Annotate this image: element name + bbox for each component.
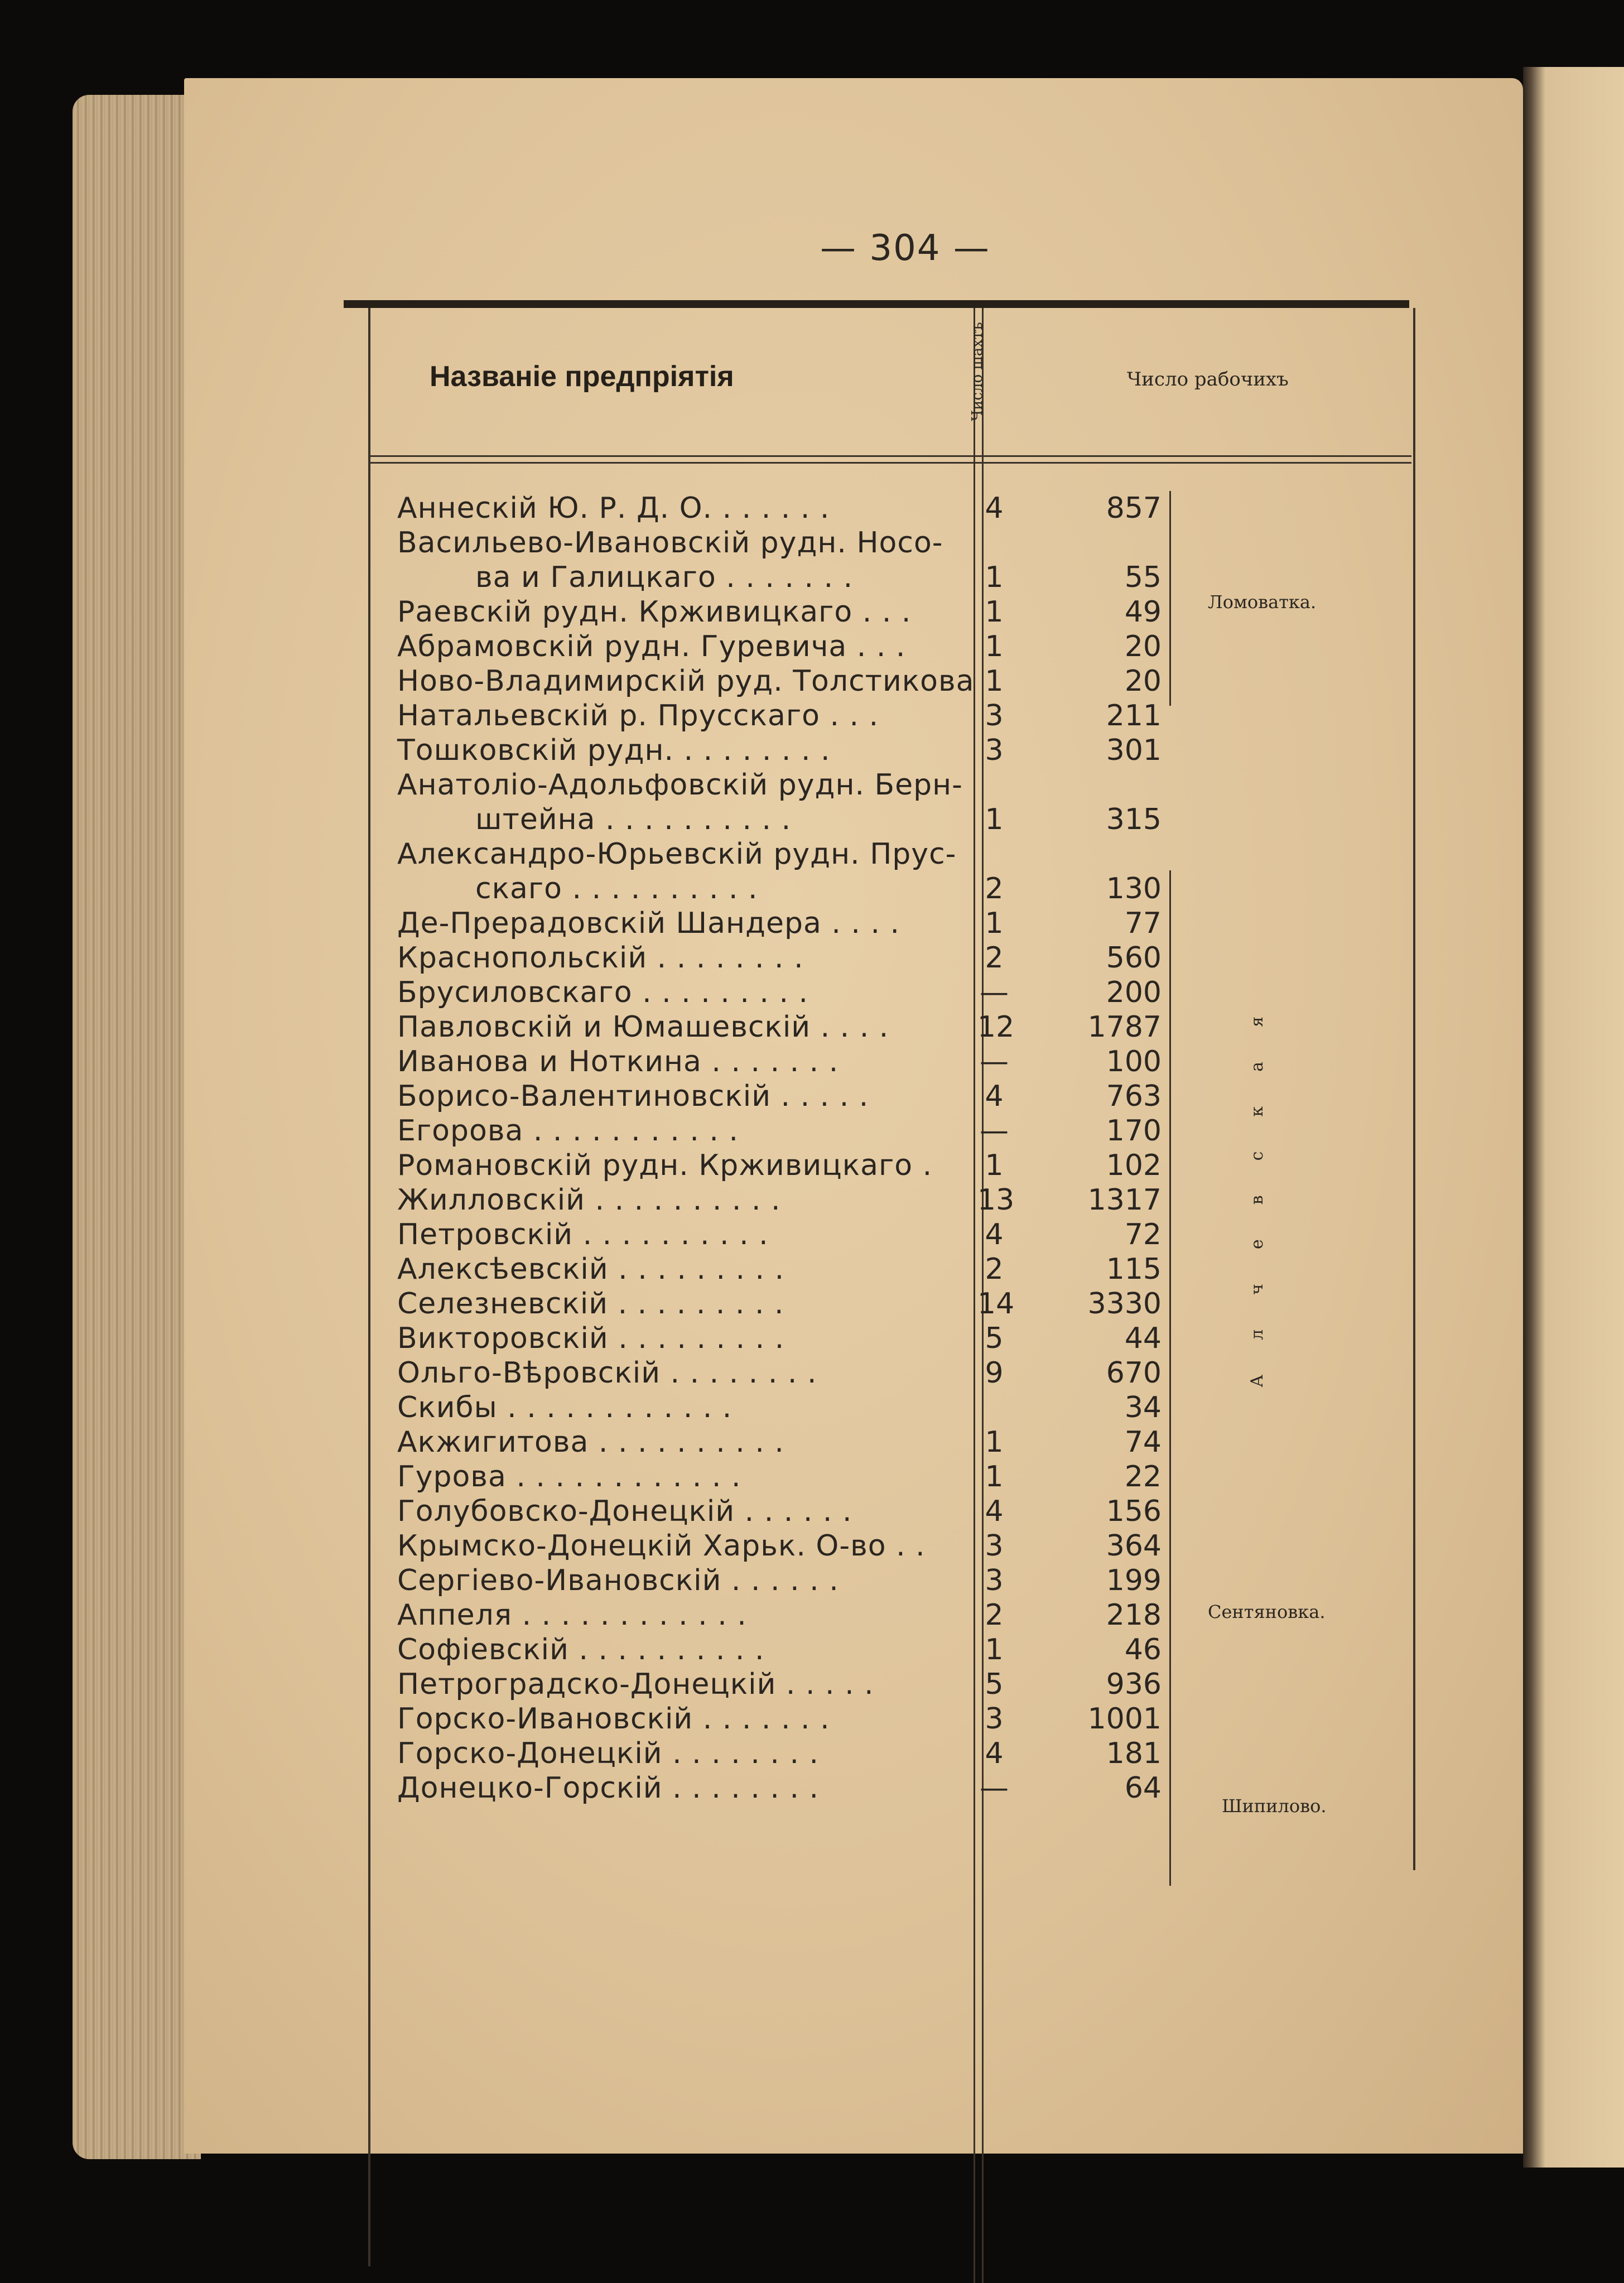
table-row — [397, 1563, 1162, 1598]
enterprise-name: Ольго-Вѣровскій . . . . . . . . — [397, 1356, 817, 1390]
table-row — [397, 1321, 1162, 1356]
shafts-count: — — [980, 1771, 1009, 1805]
shafts-count: 4 — [985, 1495, 1004, 1528]
workers-count: 1317 — [1087, 1183, 1162, 1217]
workers-count: 670 — [1106, 1356, 1162, 1390]
workers-count: 55 — [1124, 561, 1162, 594]
enterprise-name: Голубовско-Донецкій . . . . . . — [397, 1495, 852, 1528]
table-row — [397, 1079, 1162, 1114]
table-row — [397, 1771, 1162, 1805]
enterprise-name: Петровскій . . . . . . . . . . — [397, 1218, 769, 1251]
enterprise-name: Де-Прерадовскій Шандера . . . . — [397, 907, 900, 940]
workers-count: 3330 — [1087, 1287, 1162, 1321]
enterprise-name: Егорова . . . . . . . . . . . — [397, 1114, 739, 1148]
shafts-count: 4 — [985, 1737, 1004, 1770]
shafts-count: 1 — [985, 595, 1004, 629]
shafts-count: 1 — [985, 1425, 1004, 1459]
table-row — [397, 1598, 1162, 1632]
workers-count: 77 — [1124, 907, 1162, 940]
table-row — [397, 1183, 1162, 1217]
enterprise-name: Иванова и Ноткина . . . . . . . — [397, 1045, 839, 1078]
shafts-count: 1 — [985, 803, 1004, 836]
header-rule-1 — [368, 455, 1411, 457]
enterprise-name: Васильево-Ивановскій рудн. Носо- — [397, 526, 943, 560]
enterprise-name: скаго . . . . . . . . . . — [475, 872, 758, 906]
enterprise-name: Тошковскій рудн. . . . . . . . . — [397, 734, 831, 767]
shafts-count: 14 — [977, 1287, 1015, 1321]
table-row — [397, 526, 1162, 560]
shafts-count: 1 — [985, 664, 1004, 698]
header-rule-2 — [368, 462, 1411, 464]
table-row — [397, 1287, 1162, 1321]
enterprise-name: Раевскій рудн. Крживицкаго . . . — [397, 595, 912, 629]
table-row — [397, 768, 1162, 802]
enterprise-name: Петроградско-Донецкій . . . . . — [397, 1668, 874, 1701]
shafts-count: 3 — [985, 734, 1004, 767]
enterprise-name: Алексѣевскій . . . . . . . . . — [397, 1253, 785, 1286]
facing-page — [1523, 67, 1624, 2168]
table-row — [397, 629, 1162, 664]
table-row — [397, 1702, 1162, 1736]
page-number: — 304 — — [820, 228, 990, 269]
enterprise-name: Софіевскій . . . . . . . . . . — [397, 1633, 765, 1667]
shafts-count: 1 — [985, 1460, 1004, 1494]
shafts-count: 4 — [985, 1080, 1004, 1113]
enterprise-name: Борисо-Валентиновскій . . . . . — [397, 1080, 869, 1113]
enterprise-name: ва и Галицкаго . . . . . . . — [475, 561, 854, 594]
shafts-count: 4 — [985, 492, 1004, 525]
table-row — [397, 1632, 1162, 1667]
shafts-count: 9 — [985, 1356, 1004, 1390]
workers-count: 211 — [1106, 699, 1162, 733]
enterprise-name: Жилловскій . . . . . . . . . . — [397, 1183, 781, 1217]
workers-count: 156 — [1106, 1495, 1162, 1528]
region-lomovatka: Ломоватка. — [1208, 591, 1317, 613]
table-row — [397, 560, 1162, 595]
workers-count: 34 — [1124, 1391, 1162, 1424]
enterprise-name: Ново-Владимирскій руд. Толстикова — [397, 664, 975, 698]
enterprise-name: Акжигитова . . . . . . . . . . — [397, 1425, 784, 1459]
table-row — [397, 1114, 1162, 1148]
table-row — [397, 802, 1162, 837]
table-row — [397, 1736, 1162, 1771]
table-row — [397, 1390, 1162, 1425]
workers-count: 218 — [1106, 1598, 1162, 1632]
shafts-count: 3 — [985, 1564, 1004, 1597]
workers-count: 64 — [1124, 1771, 1162, 1805]
shafts-count: 3 — [985, 1529, 1004, 1563]
shafts-count: — — [980, 1114, 1009, 1148]
enterprise-name: Викторовскій . . . . . . . . . — [397, 1322, 785, 1355]
table-row — [397, 906, 1162, 941]
table-row — [397, 837, 1162, 871]
shafts-count: 2 — [985, 1253, 1004, 1286]
table-row — [397, 595, 1162, 629]
region-shipilovo: Шипилово. — [1222, 1795, 1327, 1817]
enterprise-name: Горско-Ивановскій . . . . . . . — [397, 1702, 830, 1736]
shafts-count: — — [980, 1045, 1009, 1078]
workers-count: 1787 — [1087, 1010, 1162, 1044]
shafts-count: 1 — [985, 1149, 1004, 1182]
workers-count: 181 — [1106, 1737, 1162, 1770]
workers-count: 20 — [1124, 630, 1162, 663]
shafts-count: 2 — [985, 941, 1004, 975]
workers-count: 100 — [1106, 1045, 1162, 1078]
workers-count: 200 — [1106, 976, 1162, 1009]
table-row — [397, 1529, 1162, 1563]
table-row — [397, 1044, 1162, 1079]
table-row — [397, 491, 1162, 526]
enterprise-name: Натальевскій р. Прусскаго . . . — [397, 699, 879, 733]
workers-count: 20 — [1124, 664, 1162, 698]
table-row — [397, 1148, 1162, 1183]
workers-count: 560 — [1106, 941, 1162, 975]
enterprise-name: Брусиловскаго . . . . . . . . . — [397, 976, 809, 1009]
workers-count: 364 — [1106, 1529, 1162, 1563]
table-right-border — [1413, 308, 1415, 1870]
table-row — [397, 975, 1162, 1010]
enterprise-name: Селезневскій . . . . . . . . . — [397, 1287, 784, 1321]
enterprise-name: Павловскій и Юмашевскій . . . . — [397, 1010, 889, 1044]
workers-count: 44 — [1124, 1322, 1162, 1355]
shafts-count: 1 — [985, 1633, 1004, 1667]
table-row — [397, 1217, 1162, 1252]
workers-count: 315 — [1106, 803, 1162, 836]
group-bracket-sentyanovka — [1169, 1523, 1171, 1718]
shafts-count: 2 — [985, 872, 1004, 906]
enterprise-name: Краснопольскій . . . . . . . . — [397, 941, 804, 975]
shafts-count: 2 — [985, 1598, 1004, 1632]
enterprise-name: Крымско-Донецкій Харьк. О-во . . — [397, 1529, 926, 1563]
table-row — [397, 871, 1162, 906]
enterprise-name: Сергіево-Ивановскій . . . . . . — [397, 1564, 839, 1597]
enterprise-name: штейна . . . . . . . . . . — [475, 803, 792, 836]
header-workers-count: Число рабочихъ — [1127, 368, 1289, 391]
table-row — [397, 1356, 1162, 1390]
shafts-count: 3 — [985, 1702, 1004, 1736]
table-row — [397, 664, 1162, 699]
workers-count: 49 — [1124, 595, 1162, 629]
table-row — [397, 733, 1162, 768]
shafts-count: 13 — [977, 1183, 1015, 1217]
workers-count: 46 — [1124, 1633, 1162, 1667]
enterprise-name: Аннескій Ю. Р. Д. О. . . . . . . — [397, 492, 830, 525]
table-row — [397, 1667, 1162, 1702]
enterprise-name: Анатоліо-Адольфовскій рудн. Берн- — [397, 768, 963, 802]
enterprise-name: Аппеля . . . . . . . . . . . . — [397, 1598, 747, 1632]
region-sentyanovka: Сентяновка. — [1208, 1601, 1326, 1622]
shafts-count: 5 — [985, 1668, 1004, 1701]
workers-count: 130 — [1106, 872, 1162, 906]
table-row — [397, 1252, 1162, 1287]
shafts-count: 1 — [985, 907, 1004, 940]
workers-count: 22 — [1124, 1460, 1162, 1494]
group-bracket-shipilovo — [1169, 1718, 1171, 1886]
enterprise-name: Горско-Донецкій . . . . . . . . — [397, 1737, 820, 1770]
region-vertical-label: Алчевская — [1247, 982, 1267, 1388]
shafts-count: 5 — [985, 1322, 1004, 1355]
header-enterprise-name: Названіе предпріятія — [430, 360, 734, 393]
table-row — [397, 1494, 1162, 1529]
enterprise-name: Александро-Юрьевскій рудн. Прус- — [397, 837, 957, 871]
table-row — [397, 941, 1162, 975]
workers-count: 74 — [1124, 1425, 1162, 1459]
enterprise-name: Донецко-Горскій . . . . . . . . — [397, 1771, 820, 1805]
workers-count: 170 — [1106, 1114, 1162, 1148]
table-left-border — [368, 308, 370, 2266]
book-page-edges — [73, 95, 201, 2159]
table-row — [397, 1460, 1162, 1494]
workers-count: 763 — [1106, 1080, 1162, 1113]
workers-count: 301 — [1106, 734, 1162, 767]
table-top-rule — [344, 300, 1409, 308]
workers-count: 72 — [1124, 1218, 1162, 1251]
shafts-count: 1 — [985, 561, 1004, 594]
shafts-count: 12 — [977, 1010, 1015, 1044]
shafts-count: 1 — [985, 630, 1004, 663]
header-shafts-count: Число шахтъ — [969, 322, 986, 421]
shafts-count: — — [980, 976, 1009, 1009]
shafts-count: 3 — [985, 699, 1004, 733]
shafts-count: 4 — [985, 1218, 1004, 1251]
table-row — [397, 1425, 1162, 1460]
workers-count: 199 — [1106, 1564, 1162, 1597]
table-row — [397, 1010, 1162, 1044]
group-bracket-alchevsk — [1169, 870, 1171, 1523]
enterprise-name: Абрамовскій рудн. Гуревича . . . — [397, 630, 906, 663]
workers-count: 857 — [1106, 492, 1162, 525]
group-bracket-lomovatka — [1169, 491, 1171, 706]
workers-count: 1001 — [1087, 1702, 1162, 1736]
workers-count: 936 — [1106, 1668, 1162, 1701]
enterprise-name: Гурова . . . . . . . . . . . . — [397, 1460, 741, 1494]
enterprise-name: Скибы . . . . . . . . . . . . — [397, 1391, 733, 1424]
table-row — [397, 699, 1162, 733]
enterprise-name: Романовскій рудн. Крживицкаго . — [397, 1149, 933, 1182]
workers-count: 115 — [1106, 1253, 1162, 1286]
workers-count: 102 — [1106, 1149, 1162, 1182]
